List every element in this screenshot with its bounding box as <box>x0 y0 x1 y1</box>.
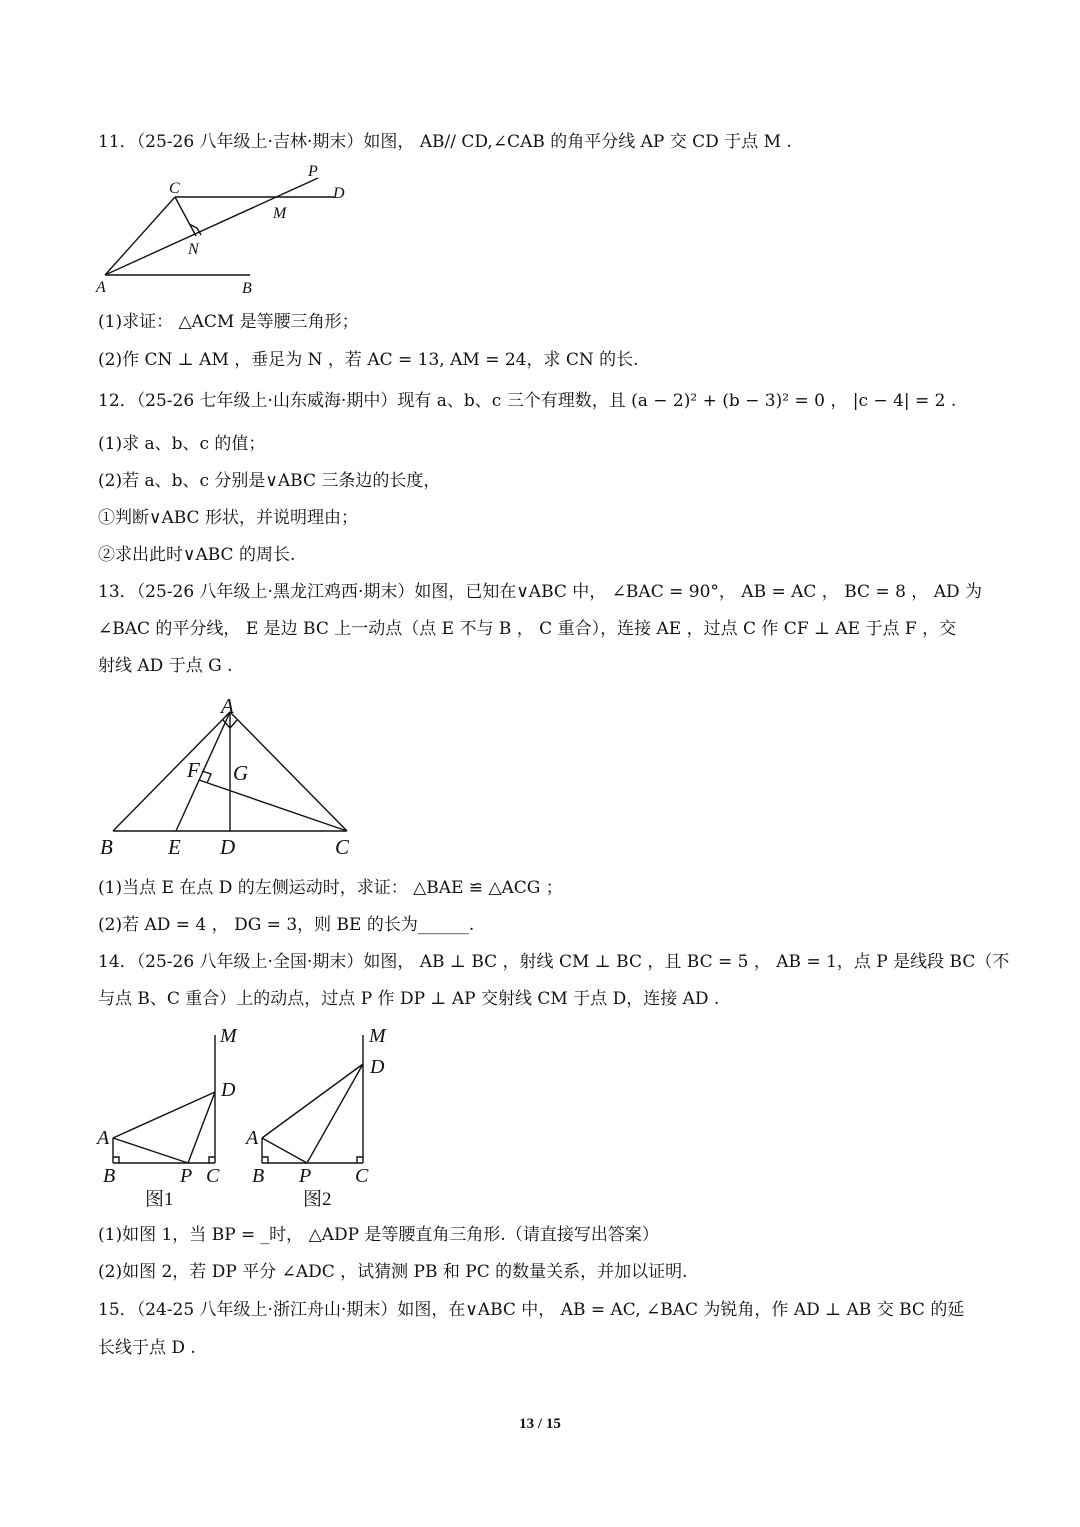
label-d: D <box>220 835 236 859</box>
label-f: F <box>187 758 200 782</box>
label-c-fig2: C <box>355 1165 369 1187</box>
label-m-fig1: M <box>220 1025 237 1047</box>
q13-stem-2: ∠BAC 的平分线， E 是边 BC 上一动点（点 E 不与 B ， C 重合），连接 AE ，过点 C 作 CF ⊥ AE 于点 F ，交 <box>98 619 957 639</box>
label-p-fig2: P <box>299 1165 312 1187</box>
caption-fig1: 图1 <box>145 1189 174 1210</box>
label-c: C <box>169 180 180 197</box>
page-number: 13 / 15 <box>519 1416 561 1432</box>
label-e: E <box>168 835 181 859</box>
label-b-fig2: B <box>252 1165 265 1187</box>
q12-part2: (2)若 a、b、c 分别是∨ABC 三条边的长度， <box>98 471 441 491</box>
q11-part2: (2)作 CN ⊥ AM ，垂足为 N ，若 AC = 13, AM = 24，求 CN 的长. <box>98 350 639 370</box>
label-a: A <box>221 694 234 718</box>
label-c: C <box>335 835 350 859</box>
label-n: N <box>188 241 199 258</box>
label-b: B <box>100 835 113 859</box>
q11-part1: (1)求证： △ACM 是等腰三角形； <box>98 312 359 332</box>
q12-stem: 12．（25-26 七年级上·山东威海·期中）现有 a、b、c 三个有理数，且 (a − 2)² + (b − 3)² = 0 ， |c − 4| = 2 . <box>98 391 957 411</box>
figure-q11 <box>90 160 370 300</box>
q12-sub2: ②求出此时∨ABC 的周长. <box>98 545 296 565</box>
label-m: M <box>273 205 287 222</box>
q15-stem-1: 15．（24-25 八年级上·浙江舟山·期末）如图，在∨ABC 中， AB = AC, ∠BAC 为锐角，作 AD ⊥ AB 交 BC 的延 <box>98 1300 965 1320</box>
figure-q13 <box>90 688 370 868</box>
label-p: P <box>308 163 318 180</box>
q13-part2: (2)若 AD = 4 ， DG = 3，则 BE 的长为______. <box>98 915 475 935</box>
q14-part1: (1)如图 1，当 BP = _时， △ADP 是等腰直角三角形.（请直接写出答案） <box>98 1225 659 1245</box>
label-d-fig2: D <box>370 1056 385 1078</box>
q15-stem-2: 长线于点 D . <box>98 1338 196 1358</box>
q12-sub1: ①判断∨ABC 形状，并说明理由； <box>98 508 358 528</box>
q11-stem: 11．（25-26 八年级上·吉林·期末）如图， AB// CD,∠CAB 的角平分线 AP 交 CD 于点 M . <box>98 132 792 152</box>
label-d-fig1: D <box>221 1079 236 1101</box>
label-b-fig1: B <box>103 1165 116 1187</box>
q13-part1: (1)当点 E 在点 D 的左侧运动时，求证： △BAE ≌ △ACG ； <box>98 878 563 898</box>
q14-part2: (2)如图 2，若 DP 平分 ∠ADC ，试猜测 PB 和 PC 的数量关系，并加以证明. <box>98 1262 688 1282</box>
label-b: B <box>242 280 252 297</box>
label-d: D <box>333 185 345 202</box>
figure-q14 <box>90 1020 400 1215</box>
q13-stem-3: 射线 AD 于点 G . <box>98 656 233 676</box>
label-g: G <box>233 761 249 785</box>
label-m-fig2: M <box>369 1025 386 1047</box>
label-c-fig1: C <box>206 1165 220 1187</box>
label-a-fig1: A <box>97 1127 110 1149</box>
q12-part1: (1)求 a、b、c 的值； <box>98 434 266 454</box>
label-a: A <box>96 279 106 296</box>
label-a-fig2: A <box>246 1127 259 1149</box>
q14-stem-1: 14．（25-26 八年级上·全国·期末）如图， AB ⊥ BC ，射线 CM ⊥ BC ，且 BC = 5 ， AB = 1，点 P 是线段 BC（不 <box>98 952 1010 972</box>
caption-fig2: 图2 <box>303 1189 332 1210</box>
q14-stem-2: 与点 B、C 重合）上的动点，过点 P 作 DP ⊥ AP 交射线 CM 于点 D，连接 AD . <box>98 989 720 1009</box>
label-p-fig1: P <box>180 1165 193 1187</box>
q13-stem-1: 13．（25-26 八年级上·黑龙江鸡西·期末）如图，已知在∨ABC 中， ∠BAC = 90°， AB = AC ， BC = 8 ， AD 为 <box>98 582 983 602</box>
